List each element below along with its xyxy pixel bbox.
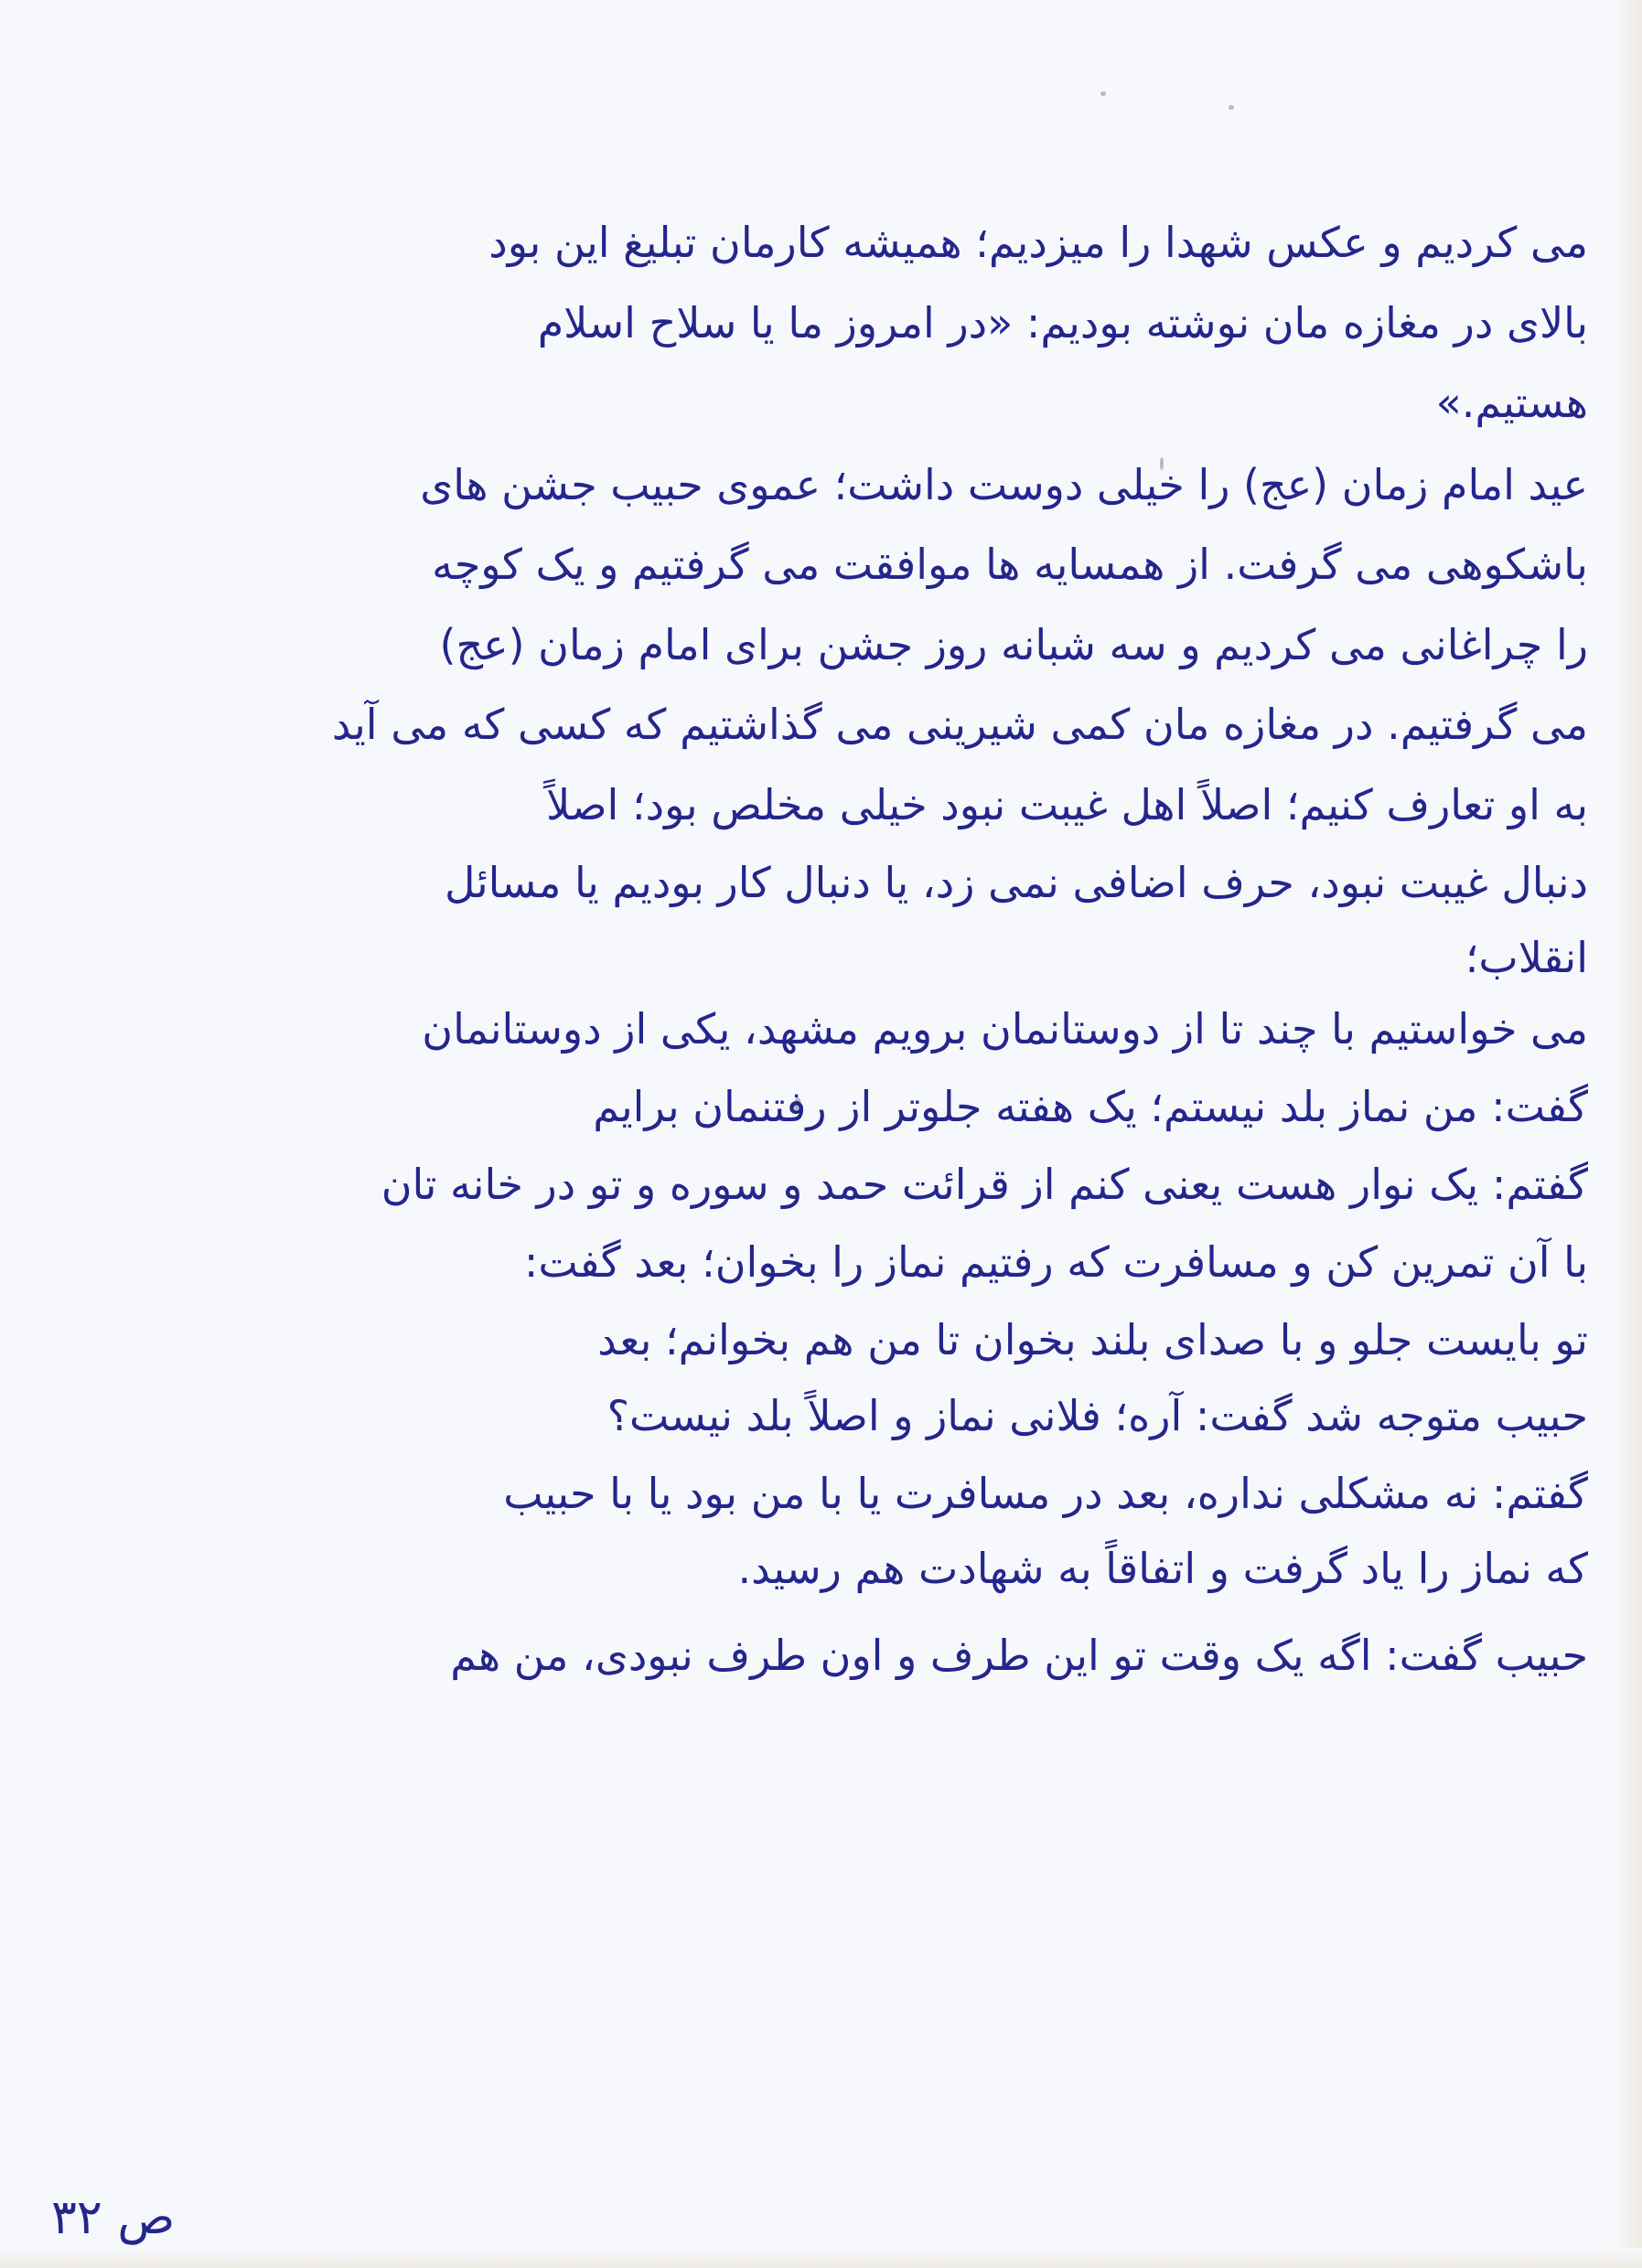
text-line: می گرفتیم. در مغازه مان کمی شیرینی می گذاشتیم که کسی که می آید [331, 700, 1588, 749]
text-line: هستیم.» [1435, 378, 1588, 427]
text-line: حبیب گفت: اگه یک وقت تو این طرف و اون طرف نبودی، من هم [450, 1631, 1588, 1680]
text-line: گفتم: یک نوار هست یعنی کنم از قرائت حمد و سوره و تو در خانه تان [381, 1160, 1588, 1209]
text-line: گفت: من نماز بلد نیستم؛ یک هفته جلوتر از رفتنمان برایم [593, 1082, 1588, 1131]
text-line: می کردیم و عکس شهدا را میزدیم؛ همیشه کارمان تبلیغ این بود [488, 218, 1588, 267]
text-line: بالای در مغازه مان نوشته بودیم: «در امروز ما یا سلاح اسلام [537, 298, 1588, 348]
text-line: تو بایست جلو و با صدای بلند بخوان تا من هم بخوانم؛ بعد [597, 1315, 1588, 1364]
text-line: را چراغانی می کردیم و سه شبانه روز جشن برای امام زمان (عج) [439, 620, 1588, 669]
paper-bottom-edge [0, 2248, 1642, 2268]
text-line: باشکوهی می گرفت. از همسایه ها موافقت می گرفتیم و یک کوچه [432, 540, 1588, 589]
text-line: به او تعارف کنیم؛ اصلاً اهل غیبت نبود خیلی مخلص بود؛ اصلاً [546, 780, 1588, 829]
text-line: حبیب متوجه شد گفت: آره؛ فلانی نماز و اصلاً بلد نیست؟ [606, 1391, 1588, 1440]
page-number: ص ۳۲ [51, 2190, 176, 2245]
text-line: عید امام زمان (عج) را خیلی دوست داشت؛ عموی حبیب جشن های [420, 460, 1588, 509]
text-line: می خواستیم با چند تا از دوستانمان برویم مشهد، یکی از دوستانمان [422, 1004, 1588, 1054]
paper-right-edge [1611, 0, 1642, 2268]
text-line: با آن تمرین کن و مسافرت که رفتیم نماز را بخوان؛ بعد گفت: [523, 1237, 1588, 1287]
paper-speck [1229, 105, 1234, 110]
text-line: دنبال غیبت نبود، حرف اضافی نمی زد، یا دنبال کار بودیم یا مسائل [445, 858, 1588, 907]
text-line: که نماز را یاد گرفت و اتفاقاً به شهادت هم رسید. [737, 1544, 1588, 1593]
text-line: انقلاب؛ [1465, 933, 1588, 982]
paper-speck [1100, 91, 1106, 96]
text-line: گفتم: نه مشکلی نداره، بعد در مسافرت یا با من بود یا با حبیب [503, 1469, 1588, 1518]
